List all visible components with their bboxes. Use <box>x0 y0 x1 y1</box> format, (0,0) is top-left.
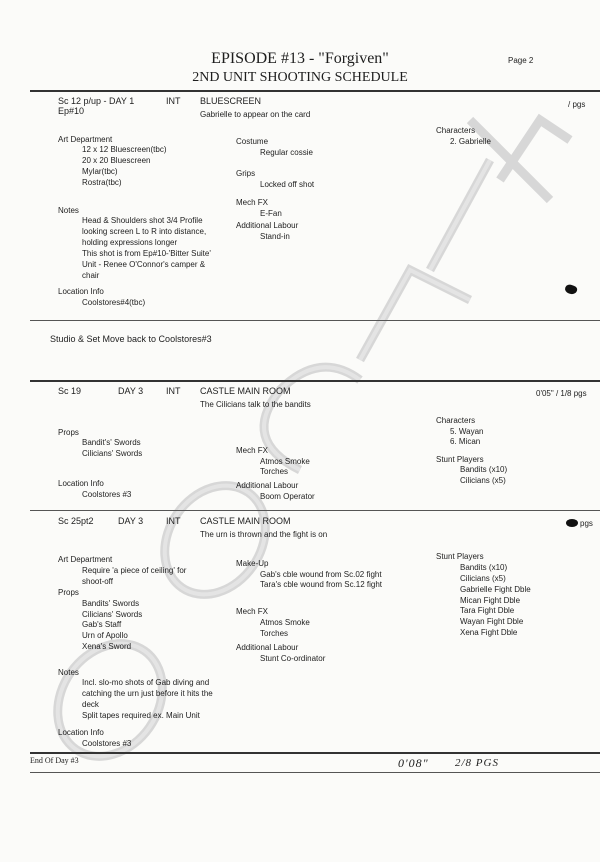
header-divider <box>30 90 600 92</box>
additional-labour-label: Additional Labour <box>236 643 299 652</box>
notes-label: Notes <box>58 668 79 677</box>
episode-title: EPISODE #13 - "Forgiven" <box>211 50 389 67</box>
section-divider <box>30 320 600 321</box>
note-line: chair <box>82 271 100 280</box>
mech-fx-item: Torches <box>260 629 289 638</box>
art-item: 20 x 20 Bluescreen <box>82 156 151 165</box>
location-value: Coolstores#4(tbc) <box>82 298 146 307</box>
set-move-note: Studio & Set Move back to Coolstores#3 <box>50 334 212 344</box>
int-ext: INT <box>166 96 181 106</box>
art-department-label: Art Department <box>58 555 113 564</box>
scene-number: Sc 19 <box>58 386 82 396</box>
notes-label: Notes <box>58 206 79 215</box>
note-line: Unit - Renee O'Connor's camper & <box>82 260 206 269</box>
page-count: / pgs <box>568 100 586 109</box>
location-value: Coolstores #3 <box>82 739 132 748</box>
prop-item: Urn of Apollo <box>82 631 128 640</box>
stunt-player-item: Bandits (x10) <box>460 465 508 474</box>
stunt-player-item: Gabrielle Fight Dble <box>460 585 531 594</box>
additional-labour-label: Additional Labour <box>236 221 299 230</box>
note-line: deck <box>82 700 99 709</box>
stunt-player-item: Bandits (x10) <box>460 563 508 572</box>
prop-item: Cilicians' Swords <box>82 449 143 458</box>
mech-fx-item: Torches <box>260 467 289 476</box>
stunt-player-item: Cilicians (x5) <box>460 476 506 485</box>
grips-label: Grips <box>236 169 256 178</box>
characters-label: Characters <box>436 416 476 425</box>
ink-blot <box>566 519 578 527</box>
additional-labour-value: Stunt Co-ordinator <box>260 654 326 663</box>
grips-value: Locked off shot <box>260 180 315 189</box>
location-label: Location Info <box>58 728 104 737</box>
note-line: Incl. slo-mo shots of Gab diving and <box>82 678 210 687</box>
prop-item: Bandits' Swords <box>82 599 140 608</box>
note-line: looking screen L to R into distance, <box>82 227 207 236</box>
stunt-player-item: Tara Fight Dble <box>460 606 515 615</box>
note-line: Split tapes required ex. Main Unit <box>82 711 200 720</box>
footer-divider <box>30 772 600 773</box>
schedule-subtitle: 2ND UNIT SHOOTING SCHEDULE <box>192 70 408 85</box>
scene-description: The Cilicians talk to the bandits <box>200 400 311 409</box>
episode-ref: Ep#10 <box>58 106 85 116</box>
handwritten-page-total: 2/8 PGS <box>455 757 499 769</box>
shoot-day: DAY 3 <box>118 386 144 396</box>
prop-item: Cilicians' Swords <box>82 610 143 619</box>
mech-fx-value: E-Fan <box>260 209 282 218</box>
art-item: shoot-off <box>82 577 113 586</box>
handwritten-duration: 0'08" <box>398 756 429 770</box>
end-of-day-label: End Of Day #3 <box>30 756 79 765</box>
mech-fx-label: Mech FX <box>236 607 269 616</box>
location-label: Location Info <box>58 479 104 488</box>
page-number: Page 2 <box>508 56 534 65</box>
mech-fx-item: Atmos Smoke <box>260 618 310 627</box>
section-divider <box>30 380 600 382</box>
stunt-players-label: Stunt Players <box>436 455 484 464</box>
end-of-day-divider <box>30 752 600 754</box>
scene-number: Sc 12 p/up - DAY 1 <box>58 96 135 106</box>
page-count: 0'05" / 1/8 pgs <box>536 389 587 398</box>
scene-description: Gabrielle to appear on the card <box>200 110 311 119</box>
art-item: Mylar(tbc) <box>82 167 118 176</box>
ink-blot <box>564 283 578 296</box>
art-item: 12 x 12 Bluescreen(tbc) <box>82 145 167 154</box>
shoot-day: DAY 3 <box>118 516 144 526</box>
note-line: catching the urn just before it hits the <box>82 689 213 698</box>
stunt-player-item: Cilicians (x5) <box>460 574 506 583</box>
costume-value: Regular cossie <box>260 148 313 157</box>
note-line: holding expressions longer <box>82 238 178 247</box>
prop-item: Xena's Sword <box>82 642 132 651</box>
additional-labour-value: Boom Operator <box>260 492 315 501</box>
art-department-label: Art Department <box>58 135 113 144</box>
scene-number: Sc 25pt2 <box>58 516 94 526</box>
note-line: Head & Shoulders shot 3/4 Profile <box>82 216 203 225</box>
mech-fx-label: Mech FX <box>236 198 269 207</box>
character-item: 5. Wayan <box>450 427 484 436</box>
props-label: Props <box>58 428 79 437</box>
location-label: Location Info <box>58 287 104 296</box>
mech-fx-item: Atmos Smoke <box>260 457 310 466</box>
prop-item: Gab's Staff <box>82 620 122 629</box>
int-ext: INT <box>166 386 181 396</box>
character-item: 2. Gabrielle <box>450 137 491 146</box>
section-divider <box>30 510 600 511</box>
stunt-players-label: Stunt Players <box>436 552 484 561</box>
location-value: Coolstores #3 <box>82 490 132 499</box>
costume-label: Costume <box>236 137 269 146</box>
set-name: CASTLE MAIN ROOM <box>200 386 291 396</box>
character-item: 6. Mican <box>450 437 481 446</box>
additional-labour-label: Additional Labour <box>236 481 299 490</box>
make-up-item: Tara's cble wound from Sc.12 fight <box>260 580 383 589</box>
make-up-label: Make-Up <box>236 559 269 568</box>
scene-description: The urn is thrown and the fight is on <box>200 530 328 539</box>
set-name: CASTLE MAIN ROOM <box>200 516 291 526</box>
stunt-player-item: Xena Fight Dble <box>460 628 518 637</box>
int-ext: INT <box>166 516 181 526</box>
characters-label: Characters <box>436 126 476 135</box>
mech-fx-label: Mech FX <box>236 446 269 455</box>
note-line: This shot is from Ep#10-'Bitter Suite' <box>82 249 211 258</box>
make-up-item: Gab's cble wound from Sc.02 fight <box>260 570 382 579</box>
art-item: Rostra(tbc) <box>82 178 122 187</box>
page-count: pgs <box>580 519 593 528</box>
stunt-player-item: Wayan Fight Dble <box>460 617 524 626</box>
props-label: Props <box>58 588 79 597</box>
prop-item: Bandit's' Swords <box>82 438 141 447</box>
art-item: Require 'a piece of ceiling' for <box>82 566 187 575</box>
set-name: BLUESCREEN <box>200 96 262 106</box>
additional-labour-value: Stand-in <box>260 232 290 241</box>
stunt-player-item: Mican Fight Dble <box>460 596 521 605</box>
